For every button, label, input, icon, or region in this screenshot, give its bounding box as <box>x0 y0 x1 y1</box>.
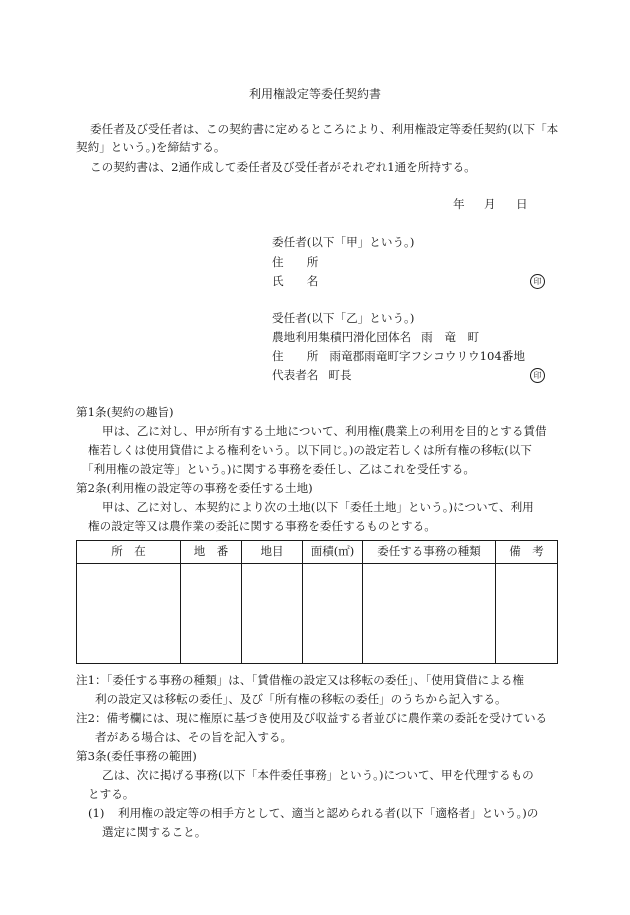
agent-rep-row <box>272 370 352 382</box>
article2-line-2: 権の設定等又は農作業の委託に関する事務を委任するものとする。 <box>88 519 436 533</box>
col-task-type-header: 委任する事務の種類 <box>363 541 496 564</box>
article3-line-2: とする。 <box>88 787 135 801</box>
article3-item1-number: (1) <box>88 806 105 820</box>
cell-lot-number[interactable] <box>181 564 242 664</box>
agent-heading: 受任者(以下「乙」という。) <box>272 311 415 325</box>
date-month: 月 <box>484 197 496 211</box>
table-header-row <box>77 541 558 564</box>
date-day: 日 <box>516 197 528 211</box>
cell-task-type[interactable] <box>363 564 496 664</box>
principal-address-label: 住 所 <box>272 255 319 269</box>
date-year: 年 <box>453 197 465 211</box>
article3-item1-line-1: 利用権の設定等の相手方として、適当と認められる者(以下「適格者」という。)の <box>118 806 539 820</box>
col-remarks-header: 備 考 <box>496 541 558 564</box>
article3-heading: 第3条(委任事務の範囲) <box>76 749 197 763</box>
agent-address-row <box>272 351 525 363</box>
principal-name-label: 氏 名 <box>272 274 319 288</box>
agent-org-label: 農地利用集積円滑化団体名 <box>272 330 412 344</box>
intro-line-1: 委任者及び受任者は、この契約書に定めるところにより、利用権設定等委任契約(以下「本 <box>90 122 559 136</box>
agent-rep-value: 町長 <box>328 368 352 382</box>
principal-heading: 委任者(以下「甲」という。) <box>272 235 415 249</box>
cell-land-category[interactable] <box>242 564 303 664</box>
intro-line-3: この契約書は、2通作成して委任者及び受任者がそれぞれ1通を所持する。 <box>90 160 476 174</box>
cell-remarks[interactable] <box>496 564 558 664</box>
article3-line-1: 乙は、次に掲げる事務(以下「本件委任事務」という。)について、甲を代理するもの <box>102 768 534 782</box>
article1-line-1: 甲は、乙に対し、甲が所有する土地について、利用権(農業上の利用を目的とする賃借 <box>102 424 547 438</box>
agent-rep-label: 代表者名 <box>272 368 319 382</box>
article2-line-1: 甲は、乙に対し、本契約により次の土地(以下「委任土地」という。)について、利用 <box>102 500 534 514</box>
agent-org-row <box>272 332 479 344</box>
note2-line-2: 者がある場合は、その旨を記入する。 <box>95 730 293 744</box>
col-land-category-header: 地目 <box>242 541 303 564</box>
land-table <box>76 540 558 664</box>
table-row <box>77 564 558 664</box>
intro-line-2: 契約」という。)を締結する。 <box>76 140 226 154</box>
article1-line-2: 権若しくは使用貸借による権利をいう。以下同じ。)の設定若しくは所有権の移転(以下 <box>88 443 532 457</box>
principal-seal-icon: 印 <box>530 274 545 289</box>
col-area-header: 面積(㎡) <box>303 541 363 564</box>
agent-org-value: 雨 竜 町 <box>421 330 480 344</box>
cell-area[interactable] <box>303 564 363 664</box>
cell-location[interactable] <box>77 564 181 664</box>
agent-address-value: 雨竜郡雨竜町字フシコウリウ104番地 <box>329 349 525 363</box>
article1-line-3: 「利用権の設定等」という。)に関する事務を委任し、乙はこれを受任する。 <box>82 462 475 476</box>
note1-line-1: 注1：「委任する事務の種類」は、「賃借権の設定又は移転の委任」、「使用貸借による権 <box>76 673 524 687</box>
article1-heading: 第1条(契約の趣旨) <box>76 405 174 419</box>
col-location-header: 所 在 <box>77 541 181 564</box>
document-title: 利用権設定等委任契約書 <box>248 87 381 101</box>
note1-line-2: 利の設定又は移転の委任」、及び「所有権の移転の委任」のうちから記入する。 <box>95 692 507 706</box>
agent-address-label: 住 所 <box>272 349 319 363</box>
note2-line-1: 注2：備考欄には、現に権原に基づき使用及び収益する者並びに農作業の委託を受けている <box>76 711 548 725</box>
article3-item1-line-2: 選定に関すること。 <box>102 825 207 839</box>
article2-heading: 第2条(利用権の設定等の事務を委任する土地) <box>76 481 313 495</box>
agent-seal-icon: 印 <box>530 368 545 383</box>
col-lot-number-header: 地 番 <box>181 541 242 564</box>
